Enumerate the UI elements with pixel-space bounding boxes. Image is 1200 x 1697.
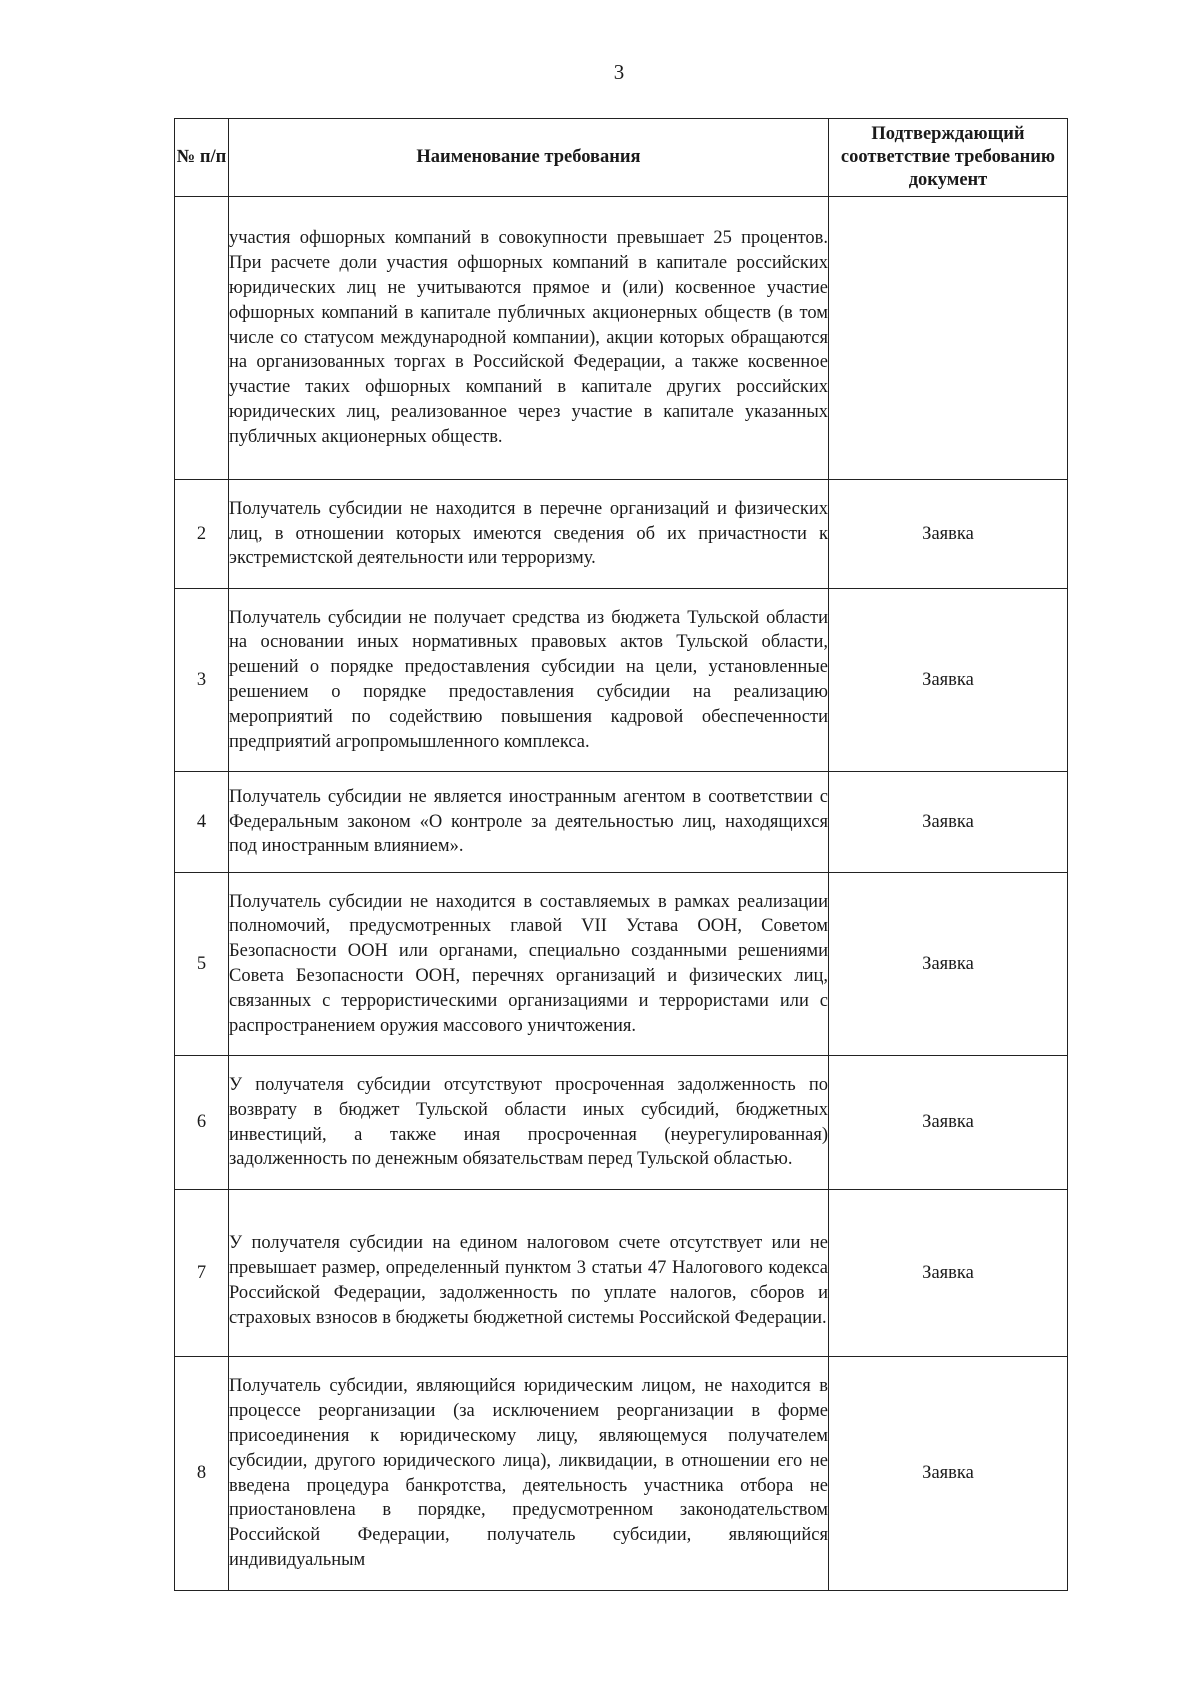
requirement-text: участия офшорных компаний в совокупности превышает 25 процентов. При расчете доли участия офшорных компаний в капитале российских юридических лиц не учитываются прямое и (или) косвенное участие офшорных компаний в капитале публичных акционерных обществ (в том числе со статусом международной компании), акции которых обращаются на организованных торгах в Российской Федерации, а также косвенное участие таких офшорных компаний в капитале других российских юридических лиц, реализованное через участие в капитале указанных публичных акционерных обществ. bbox=[229, 197, 829, 480]
header-requirement-name: Наименование требования bbox=[229, 119, 829, 197]
requirement-text: Получатель субсидии не находится в составляемых в рамках реализации полномочий, предусмотренных главой VII Устава ООН, Советом Безопасности ООН или органами, специально созданными решениями Совета Безопасности ООН, перечнях организаций и физических лиц, связанных с террористическими организациями и террористами или с распространением оружия массового уничтожения. bbox=[229, 873, 829, 1056]
requirements-table bbox=[174, 118, 1068, 1591]
confirming-document: Заявка bbox=[829, 1190, 1068, 1357]
table-row bbox=[175, 480, 1068, 589]
requirement-text: Получатель субсидии не получает средства из бюджета Тульской области на основании иных нормативных правовых актов Тульской области, решений о порядке предоставления субсидии на цели, установленные решением о порядке предоставления субсидии на реализацию мероприятий по содействию повышения кадровой обеспеченности предприятий агропромышленного комплекса. bbox=[229, 589, 829, 772]
row-number: 4 bbox=[175, 772, 229, 873]
table-row bbox=[175, 589, 1068, 772]
header-confirming-document: Подтверждающий соответствие требованию документ bbox=[829, 119, 1068, 197]
requirement-text: Получатель субсидии, являющийся юридическим лицом, не находится в процессе реорганизации (за исключением реорганизации в форме присоединения к юридическому лицу, являющемуся получателем субсидии, другого юридического лица), ликвидации, в отношении его не введена процедура банкротства, деятельность участника отбора не приостановлена в порядке, предусмотренном законодательством Российской Федерации, получатель субсидии, являющийся индивидуальным bbox=[229, 1357, 829, 1591]
table-row bbox=[175, 772, 1068, 873]
requirement-text: Получатель субсидии не является иностранным агентом в соответствии с Федеральным законом «О контроле за деятельностью лиц, находящихся под иностранным влиянием». bbox=[229, 772, 829, 873]
row-number bbox=[175, 197, 229, 480]
confirming-document bbox=[829, 197, 1068, 480]
table-row bbox=[175, 1357, 1068, 1591]
row-number: 7 bbox=[175, 1190, 229, 1357]
confirming-document: Заявка bbox=[829, 1357, 1068, 1591]
requirement-text: Получатель субсидии не находится в перечне организаций и физических лиц, в отношении которых имеются сведения об их причастности к экстремистской деятельности или терроризму. bbox=[229, 480, 829, 589]
header-number: № п/п bbox=[175, 119, 229, 197]
page-number: 3 bbox=[613, 60, 625, 84]
table-header-row bbox=[175, 119, 1068, 197]
row-number: 6 bbox=[175, 1056, 229, 1190]
table-row bbox=[175, 873, 1068, 1056]
requirement-text: У получателя субсидии на едином налоговом счете отсутствует или не превышает размер, определенный пунктом 3 статьи 47 Налогового кодекса Российской Федерации, задолженность по уплате налогов, сборов и страховых взносов в бюджеты бюджетной системы Российской Федерации. bbox=[229, 1190, 829, 1357]
row-number: 2 bbox=[175, 480, 229, 589]
table-row bbox=[175, 1056, 1068, 1190]
row-number: 3 bbox=[175, 589, 229, 772]
table-row bbox=[175, 197, 1068, 480]
confirming-document: Заявка bbox=[829, 1056, 1068, 1190]
confirming-document: Заявка bbox=[829, 589, 1068, 772]
confirming-document: Заявка bbox=[829, 873, 1068, 1056]
confirming-document: Заявка bbox=[829, 772, 1068, 873]
requirement-text: У получателя субсидии отсутствуют просроченная задолженность по возврату в бюджет Тульской области иных субсидий, бюджетных инвестиций, а также иная просроченная (неурегулированная) задолженность по денежным обязательствам перед Тульской областью. bbox=[229, 1056, 829, 1190]
row-number: 5 bbox=[175, 873, 229, 1056]
row-number: 8 bbox=[175, 1357, 229, 1591]
confirming-document: Заявка bbox=[829, 480, 1068, 589]
table-row bbox=[175, 1190, 1068, 1357]
